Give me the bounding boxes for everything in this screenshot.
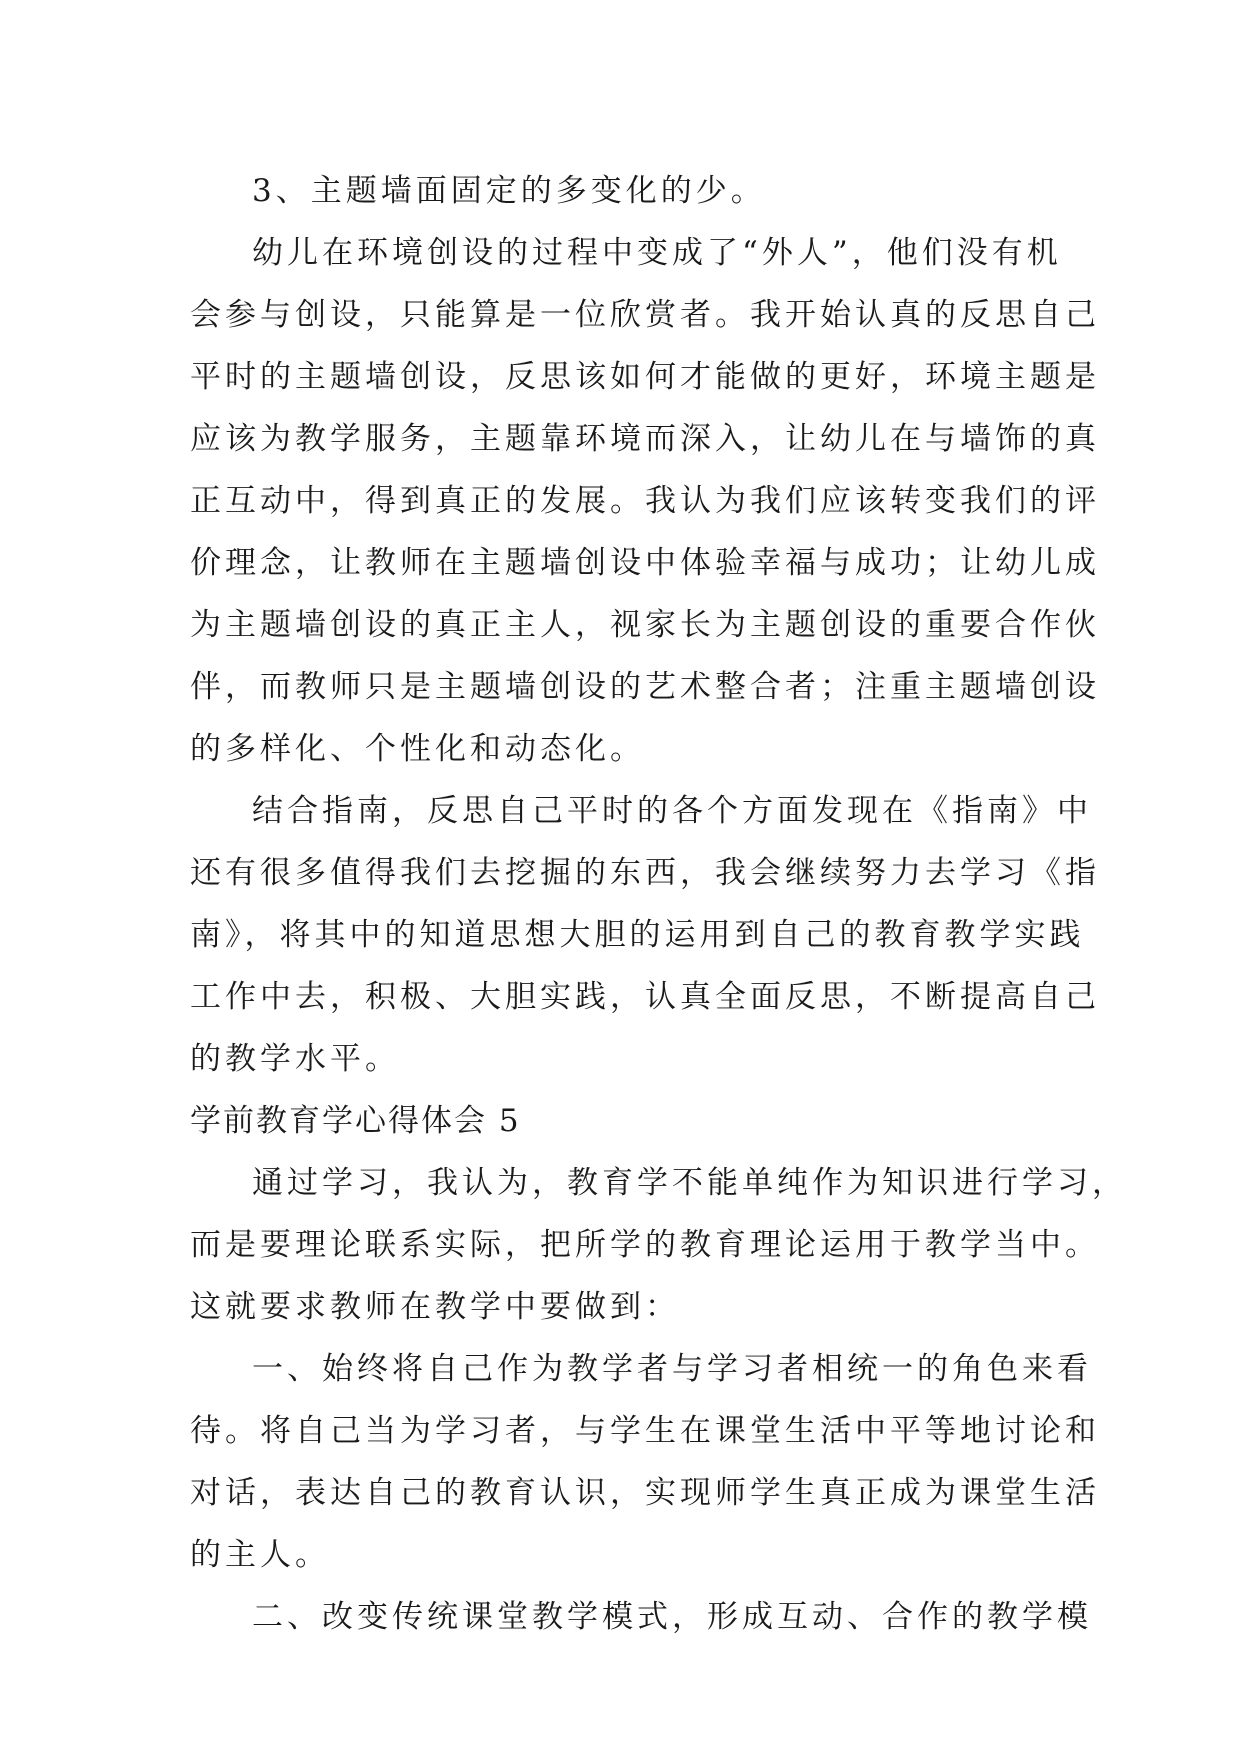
paragraph-line: 通过学习，我认为，教育学不能单纯作为知识进行学习， bbox=[252, 1165, 1127, 1201]
paragraph-line: 还有很多值得我们去挖掘的东西，我会继续努力去学习《指 bbox=[190, 855, 1100, 891]
paragraph-line: 伴，而教师只是主题墙创设的艺术整合者；注重主题墙创设 bbox=[190, 669, 1100, 705]
paragraph-line: 结合指南，反思自己平时的各个方面发现在《指南》中 bbox=[252, 793, 1092, 829]
paragraph-line: 二、改变传统课堂教学模式，形成互动、合作的教学模 bbox=[252, 1599, 1092, 1635]
paragraph-line: 的多样化、个性化和动态化。 bbox=[190, 731, 645, 767]
paragraph-line: 对话，表达自己的教育认识，实现师学生真正成为课堂生活 bbox=[190, 1475, 1100, 1511]
paragraph-line: 而是要理论联系实际，把所学的教育理论运用于教学当中。 bbox=[190, 1227, 1100, 1263]
paragraph-line: 正互动中，得到真正的发展。我认为我们应该转变我们的评 bbox=[190, 483, 1100, 519]
section-heading: 学前教育学心得体会 5 bbox=[190, 1103, 521, 1139]
paragraph-line: 应该为教学服务，主题靠环境而深入，让幼儿在与墙饰的真 bbox=[190, 421, 1100, 457]
paragraph-line: 南》，将其中的知道思想大胆的运用到自己的教育教学实践 bbox=[190, 917, 1085, 953]
paragraph-line: 工作中去，积极、大胆实践，认真全面反思，不断提高自己 bbox=[190, 979, 1100, 1015]
paragraph-line: 3、主题墙面固定的多变化的少。 bbox=[252, 173, 766, 209]
paragraph-line: 价理念，让教师在主题墙创设中体验幸福与成功；让幼儿成 bbox=[190, 545, 1100, 581]
paragraph-line: 这就要求教师在教学中要做到： bbox=[190, 1289, 680, 1325]
paragraph-line: 会参与创设，只能算是一位欣赏者。我开始认真的反思自己 bbox=[190, 297, 1100, 333]
paragraph-line: 幼儿在环境创设的过程中变成了“外人”，他们没有机 bbox=[252, 235, 1062, 271]
paragraph-line: 的教学水平。 bbox=[190, 1041, 400, 1077]
paragraph-line: 一、始终将自己作为教学者与学习者相统一的角色来看 bbox=[252, 1351, 1092, 1387]
document-page bbox=[190, 160, 1127, 1648]
paragraph-line: 待。将自己当为学习者，与学生在课堂生活中平等地讨论和 bbox=[190, 1413, 1100, 1449]
paragraph-line: 为主题墙创设的真正主人，视家长为主题创设的重要合作伙 bbox=[190, 607, 1100, 643]
paragraph-line: 的主人。 bbox=[190, 1537, 330, 1573]
paragraph-line: 平时的主题墙创设，反思该如何才能做的更好，环境主题是 bbox=[190, 359, 1100, 395]
